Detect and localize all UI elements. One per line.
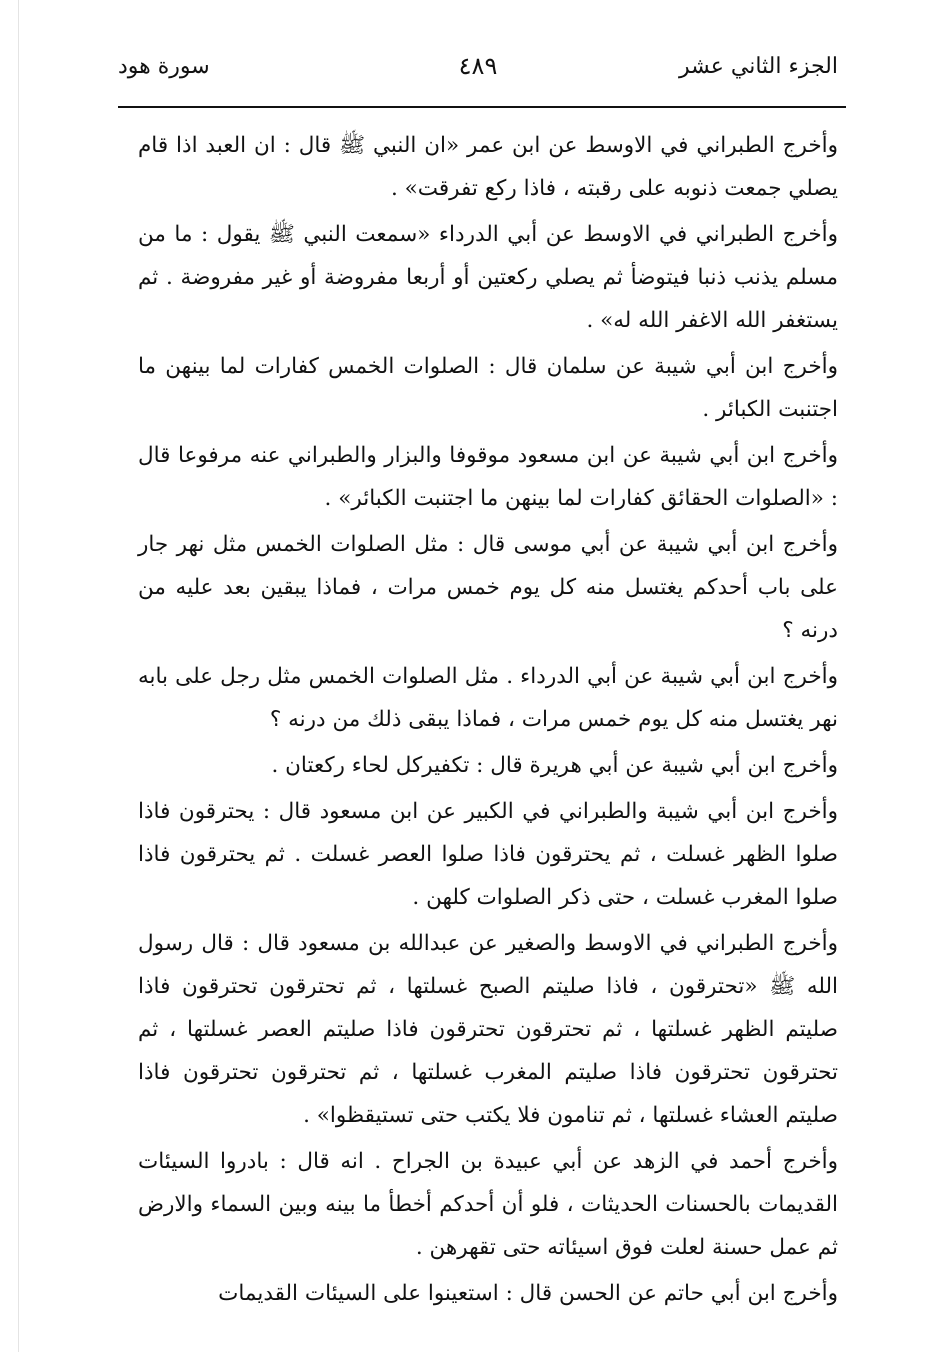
paragraph: وأخرج ابن أبي شيبة عن أبي الدرداء . مثل الصلوات الخمس مثل رجل على بابه نهر يغتسل منه كل يوم خمس مرات ، فماذا يبقى ذلك من درنه ؟ xyxy=(138,664,838,732)
paragraph: وأخرج أحمد في الزهد عن أبي عبيدة بن الجراح . انه قال : بادروا السيئات القديمات بالحسنات الحديثات ، فلو أن أحدكم أخطأ ما بينه وبين السماء والارض ثم عمل حسنة لعلت فوق اسيئاته حتى تقهرهن . xyxy=(138,1149,838,1260)
paragraph: وأخرج ابن أبي شيبة عن سلمان قال : الصلوات الخمس كفارات لما بينهن ما اجتنبت الكبائر . xyxy=(138,354,838,422)
surah-title: سورة هود xyxy=(118,54,210,79)
paragraph: وأخرج الطبراني في الاوسط عن أبي الدرداء «سمعت النبي ﷺ يقول : ما من مسلم يذنب ذنبا فيتوضأ ثم يصلي ركعتين أو أربعا مفروضة أو غير مفروضة . ثم يستغفر الله الاغفر الله له» . xyxy=(138,222,838,333)
paragraph: وأخرج ابن أبي شيبة عن أبي موسى قال : مثل الصلوات الخمس مثل نهر جار على باب أحدكم يغتسل منه كل يوم خمس مرات ، فماذا يبقين بعد عليه من درنه ؟ xyxy=(138,532,838,643)
page-header xyxy=(118,46,838,96)
paragraph: وأخرج ابن أبي شيبة عن ابن مسعود موقوفا والبزار والطبراني عنه مرفوعا قال : «الصلوات الحقائق كفارات لما بينهن ما اجتنبت الكبائر» . xyxy=(138,443,838,511)
paragraph: وأخرج الطبراني في الاوسط والصغير عن عبدالله بن مسعود قال : قال رسول الله ﷺ «تحترقون ، فاذا صليتم الصبح غسلتها ، ثم تحترقون تحترقون فاذا صليتم الظهر غسلتها ، ثم تحترقون تحترقون فاذا صليتم العصر غسلتها ، ثم تحترقون تحترقون فاذا صليتم المغرب غسلتها ، ثم تحترقون تحترقون فاذا صليتم العشاء غسلتها ، ثم تنامون فلا يكتب حتى تستيقظوا» . xyxy=(138,931,838,1128)
main-text xyxy=(138,124,838,1318)
page-number: ٤٨٩ xyxy=(458,52,498,80)
paragraph: وأخرج ابن أبي حاتم عن الحسن قال : استعينوا على السيئات القديمات xyxy=(218,1281,838,1306)
paragraph: وأخرج ابن أبي شيبة والطبراني في الكبير عن ابن مسعود قال : يحترقون فاذا صلوا الظهر غسلت ، ثم يحترقون فاذا صلوا العصر غسلت . ثم يحترقون فاذا صلوا المغرب غسلت ، حتى ذكر الصلوات كلهن . xyxy=(138,799,838,910)
header-divider xyxy=(118,106,846,108)
scan-edge-line xyxy=(18,0,19,1352)
paragraph: وأخرج ابن أبي شيبة عن أبي هريرة قال : تكفيركل لحاء ركعتان . xyxy=(271,753,838,778)
paragraph: وأخرج الطبراني في الاوسط عن ابن عمر «ان النبي ﷺ قال : ان العبد اذا قام يصلي جمعت ذنوبه على رقبته ، فاذا ركع تفرقت» . xyxy=(138,133,838,201)
part-title: الجزء الثاني عشر xyxy=(679,54,838,79)
